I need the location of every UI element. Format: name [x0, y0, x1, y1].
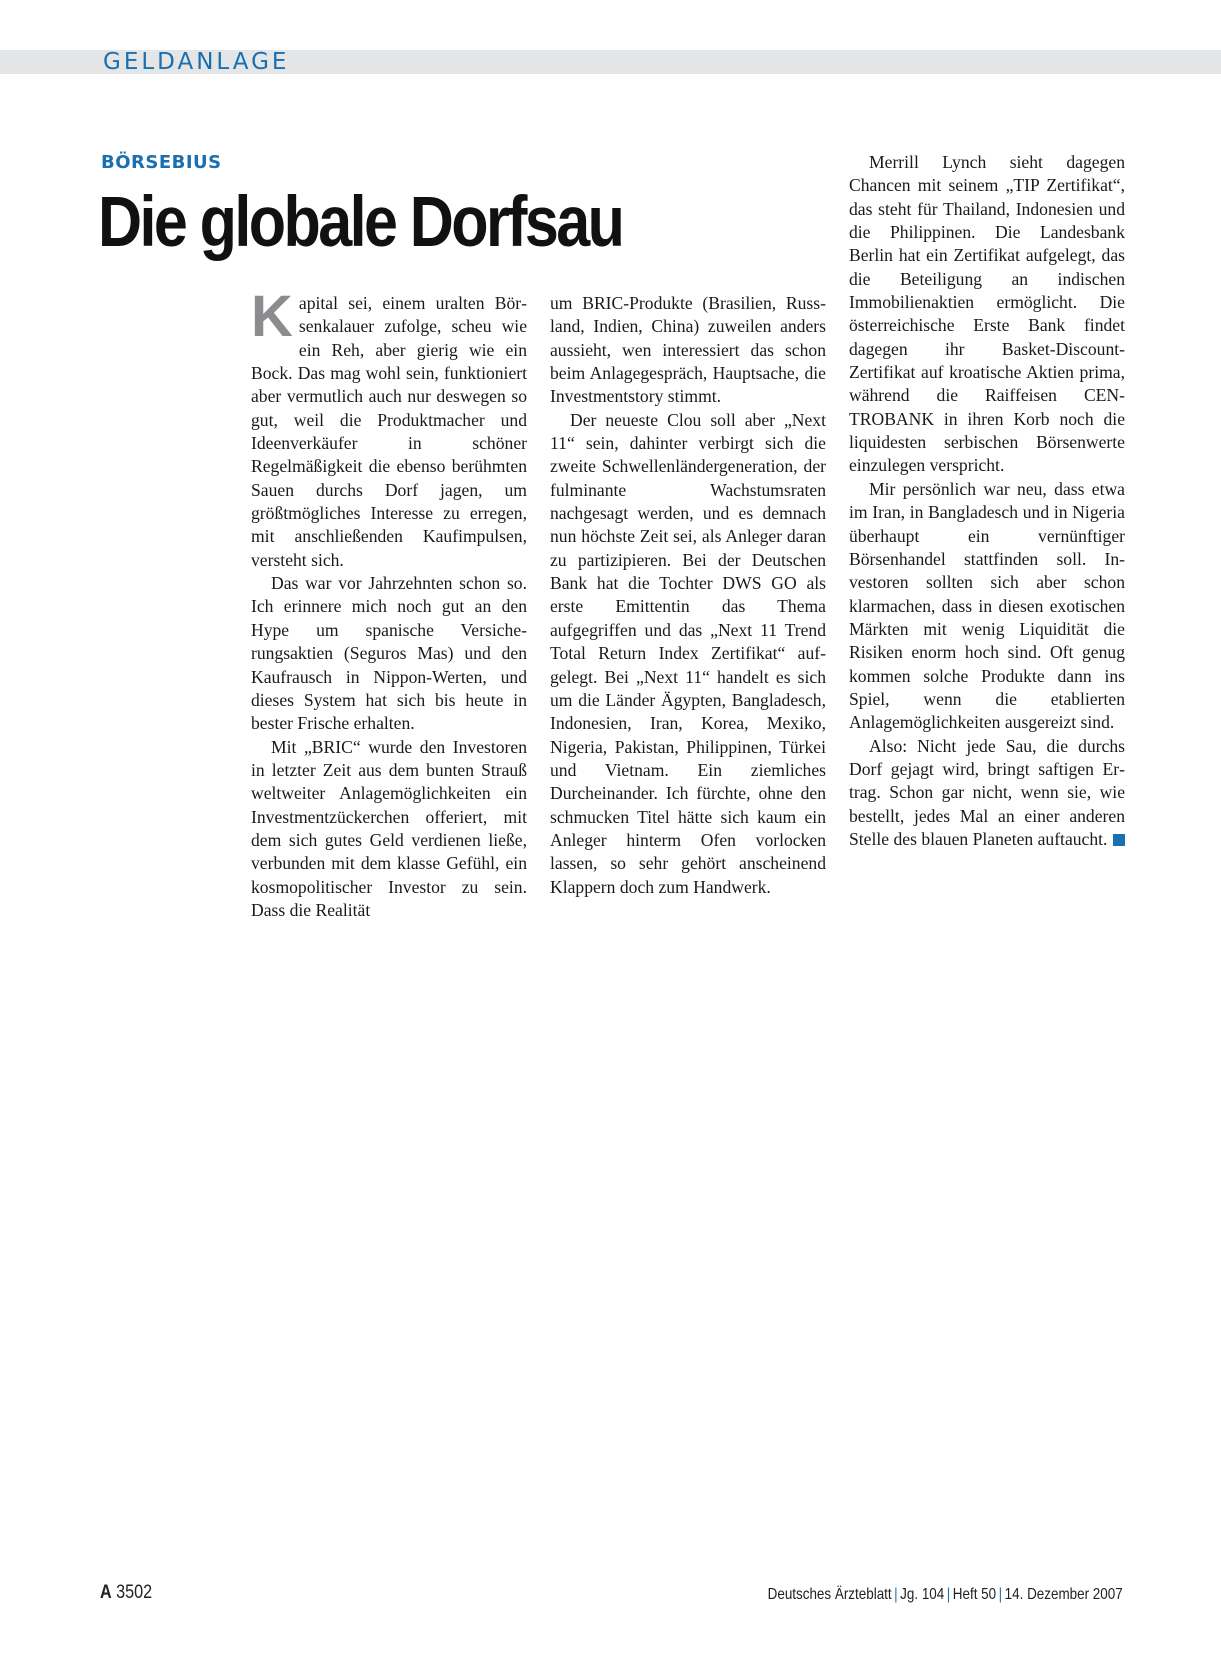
article-column-2: [550, 292, 826, 899]
article-title: Die globale Dorfsau: [98, 183, 623, 262]
article-kicker: BÖRSEBIUS: [101, 152, 222, 173]
paragraph: um BRIC-Produkte (Brasilien, Russland, Indien, China) zuweilen anders aussieht, wen interessiert das schon beim Anlagegespräch, Hauptsache, die Investmentstory stimmt.: [550, 293, 826, 407]
paragraph: [251, 292, 527, 572]
paragraph-text: Also: Nicht jede Sau, die durchs Dorf gejagt wird, bringt saftigen Ertrag. Schon gar nicht, wenn sie, wie bestellt, jedes Mal an einer anderen Stelle des blauen Planeten auftaucht.: [849, 735, 1125, 849]
section-label: GELDANLAGE: [103, 49, 290, 75]
article-column-3: [849, 151, 1125, 851]
paragraph-text: apital sei, einem uralten Börsenkalauer zufolge, scheu wie ein Reh, aber gierig wie ein Bock. Das mag wohl sein, funktioniert aber vermutlich auch nur deswegen so gut, weil die Produktmacher und Ideenverkäufer in schöner Regelmäßigkeit die ebenso berühmten Sauen durchs Dorf jagen, um größtmögliches Interesse zu erregen, mit anschließenden Kaufimpulsen, versteht sich.: [251, 293, 527, 570]
journal-volume: Jg. 104: [900, 1586, 945, 1603]
publication-info: [768, 1585, 1123, 1605]
page-number-value: 3502: [116, 1582, 153, 1603]
paragraph: Merrill Lynch sieht dagegen Chancen mit seinem „TIP Zertifikat“, das steht für Thailand, Indonesien und die Philippinen. Die Landesbank Berlin hat ein Zertifikat aufgelegt, das die Beteiligung an indischen Immobilienaktien ermöglicht. Die österreichische Erste Bank findet dagegen ihr Basket-Discount-Zertifikat auf kroatische Aktien prima, während die Raiffeisen CENTROBANK in ihren Korb noch die liquidesten serbischen Börsenwerte einzulegen verspricht.: [849, 152, 1125, 476]
paragraph: [849, 735, 1125, 852]
publication-date: 14. Dezember 2007: [1004, 1586, 1123, 1603]
drop-cap: K: [251, 295, 293, 339]
paragraph: Mir persönlich war neu, dass etwa im Iran, in Bangladesch und in Nigeria überhaupt ein vernünftiger Börsenhandel stattfinden soll. Investoren sollten sich aber schon klarmachen, dass in diesen exotischen Märkten mit wenig Liquidität die Risiken enorm hoch sind. Oft genug kommen solche Produkte dann ins Spiel, wenn die etablierten Anlagemöglichkeiten ausgereizt sind.: [849, 478, 1125, 733]
article-column-1: [251, 292, 527, 922]
page-number: [100, 1582, 152, 1604]
separator: |: [894, 1586, 898, 1603]
journal-issue: Heft 50: [953, 1586, 997, 1603]
paragraph: Der neueste Clou soll aber „Next 11“ sein, dahinter verbirgt sich die zweite Schwellenländergeneration, der fulminante Wachstumsraten nachgesagt werden, und es demnach nun höchste Zeit sei, als Anleger daran zu partizipieren. Bei der Deutschen Bank hat die Tochter DWS GO als erste Emittentin das Thema aufgegriffen und das „Next 11 Trend Total Return Index Zertifikat“ aufgelegt. Bei „Next 11“ handelt es sich um die Länder Ägypten, Bangladesch, Indonesien, Iran, Korea, Mexiko, Nigeria, Pakistan, Philippinen, Türkei und Vietnam. Ein ziemliches Durcheinander. Ich fürchte, ohne den schmucken Titel hätte sich kaum ein Anleger hinterm Ofen vorlocken lassen, so sehr gehört anscheinend Klappern doch zum Handwerk.: [550, 409, 826, 897]
journal-name: Deutsches Ärzteblatt: [767, 1586, 892, 1603]
end-of-article-icon: [1113, 834, 1125, 846]
page-prefix: A: [100, 1582, 112, 1603]
separator: |: [947, 1586, 951, 1603]
paragraph: Das war vor Jahrzehnten schon so. Ich erinnere mich noch gut an den Hype um spanische Versicherungsaktien (Seguros Mas) und den Kaufrausch in Nippon-Werten, und dieses System hat sich bis heute in bester Frische erhalten.: [251, 573, 527, 734]
paragraph: Mit „BRIC“ wurde den Investoren in letzter Zeit aus dem bunten Strauß weltweiter Anlagemöglichkeiten ein Investmentzückerchen offeriert, mit dem sich gutes Geld verdienen ließe, verbunden mit dem klasse Gefühl, ein kosmopolitischer Investor zu sein. Dass die Realität: [251, 736, 527, 920]
separator: |: [998, 1586, 1003, 1603]
